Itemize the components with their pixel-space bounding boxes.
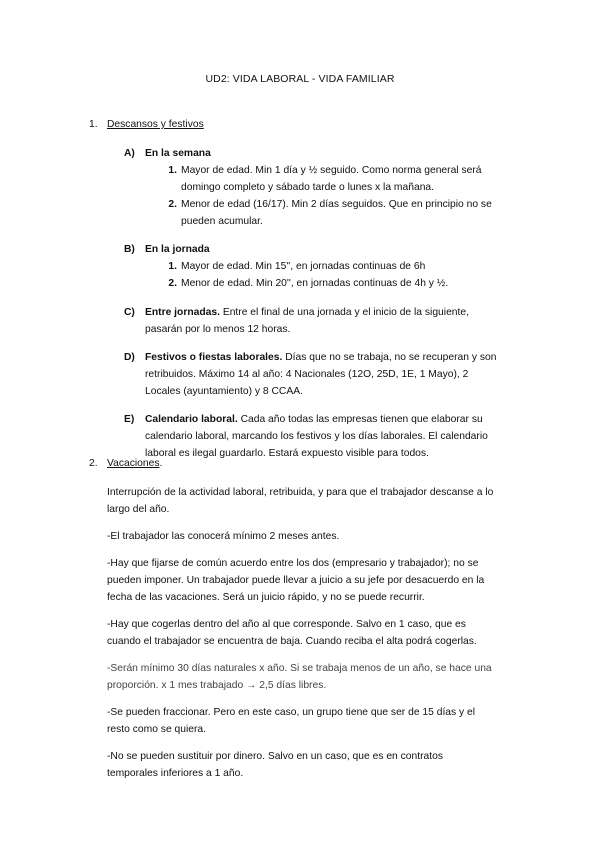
paragraph-2-line-1: -El trabajador las conocerá mínimo 2 meses antes. [107, 531, 340, 542]
paragraph-3-line-1: -Hay que fijarse de común acuerdo entre los dos (empresario y trabajador); no se [107, 558, 479, 569]
item-d-line-1 [145, 349, 540, 366]
paragraph-5-line-2: proporción. x 1 mes trabajado → 2,5 días libres. [107, 680, 327, 691]
paragraph-6-line-1: -Se pueden fraccionar. Pero en este caso, un grupo tiene que ser de 15 días y el [107, 707, 476, 718]
item-e-line-1-rest: Cada año todas las empresas tienen que elaborar su [237, 414, 483, 425]
section-2-heading: Vacaciones [107, 458, 160, 469]
item-a-1-number: 1. [168, 165, 177, 176]
item-a-1-line-2: domingo completo y sábado tarde o lunes x la mañana. [181, 182, 435, 193]
item-d-letter: D) [124, 352, 135, 363]
item-a-heading: En la semana [145, 148, 211, 159]
section-2-heading-suffix: . [159, 458, 163, 469]
item-d-bold: Festivos o fiestas laborales. [145, 352, 283, 363]
section-1-heading: Descansos y festivos [107, 119, 204, 130]
item-a-letter: A) [124, 148, 135, 159]
item-b-2-number: 2. [168, 278, 177, 289]
page-title: UD2: VIDA LABORAL - VIDA FAMILIAR [205, 73, 395, 85]
paragraph-4-line-2: cuando el trabajador se encuentra de baja. Cuando reciba el alta podrá cogerlas. [107, 636, 477, 647]
item-e-line-2: calendario laboral, marcando los festivos y los días laborales. El calendario [145, 431, 488, 442]
item-b-1-number: 1. [168, 261, 177, 272]
paragraph-5-line-1: -Serán mínimo 30 días naturales x año. Si se trabaja menos de un año, se hace una [107, 663, 492, 674]
paragraph-1-line-1: Interrupción de la actividad laboral, retribuida, y para que el trabajador descanse a lo [107, 487, 494, 498]
item-b-2-line-1: Menor de edad. Min 20'', en jornadas continuas de 4h y ½. [181, 278, 449, 289]
paragraph-3-line-3: fecha de las vacaciones. Será un juicio rápido, y no se puede recurrir. [107, 592, 425, 603]
item-c-letter: C) [124, 307, 135, 318]
item-d-line-1-rest: Días que no se trabaja, no se recuperan y son [282, 352, 497, 363]
item-b-letter: B) [124, 244, 135, 255]
item-a-2-line-1: Menor de edad (16/17). Min 2 días seguidos. Que en principio no se [181, 199, 492, 210]
item-e-line-1 [145, 411, 545, 428]
section-2-heading-wrap [107, 455, 162, 472]
item-a-2-line-2: pueden acumular. [181, 216, 263, 227]
paragraph-7-line-2: temporales inferiores a 1 año. [107, 768, 244, 779]
item-a-2-number: 2. [168, 199, 177, 210]
paragraph-6-line-2: resto como se quiera. [107, 724, 207, 735]
item-c-line-1 [145, 304, 535, 321]
paragraph-7-line-1: -No se pueden sustituir por dinero. Salvo en un caso, que es en contratos [107, 751, 443, 762]
item-c-line-1-rest: Entre el final de una jornada y el inicio de la siguiente, [219, 307, 469, 318]
item-e-line-3: laboral es ilegal guardarlo. Estará expuesto visible para todos. [145, 448, 429, 459]
section-1-number: 1. [89, 119, 98, 130]
item-a-1-line-1: Mayor de edad. Min 1 día y ½ seguido. Como norma general será [181, 165, 482, 176]
section-2-number: 2. [89, 458, 98, 469]
item-c-bold: Entre jornadas. [145, 307, 220, 318]
paragraph-4-line-1: -Hay que cogerlas dentro del año al que corresponde. Salvo en 1 caso, que es [107, 619, 466, 630]
item-e-bold: Calendario laboral. [145, 414, 238, 425]
item-c-line-2: pasarán por lo menos 12 horas. [145, 324, 291, 335]
item-d-line-2: retribuidos. Máximo 14 al año: 4 Nacionales (12O, 25D, 1E, 1 Mayo), 2 [145, 369, 469, 380]
paragraph-1-line-2: largo del año. [107, 504, 170, 515]
item-b-1-line-1: Mayor de edad. Min 15'', en jornadas continuas de 6h [181, 261, 426, 272]
item-e-letter: E) [124, 414, 135, 425]
item-d-line-3: Locales (ayuntamiento) y 8 CCAA. [145, 386, 303, 397]
paragraph-3-line-2: pueden imponer. Un trabajador puede llevar a juicio a su jefe por desacuerdo en la [107, 575, 485, 586]
item-b-heading: En la jornada [145, 244, 210, 255]
